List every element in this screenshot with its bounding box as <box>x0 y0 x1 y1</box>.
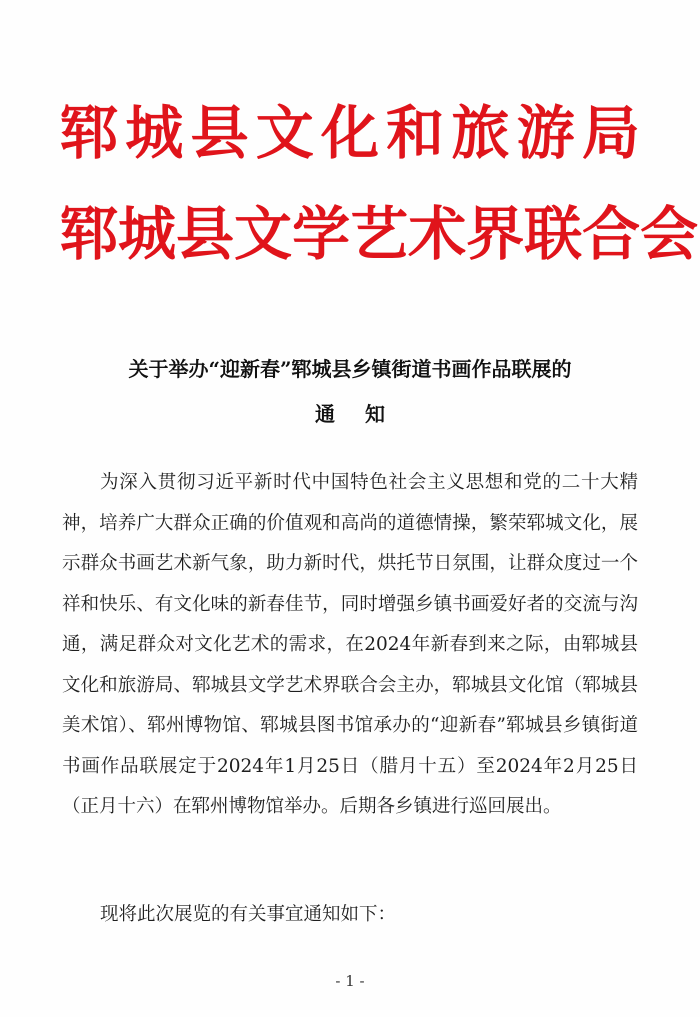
notice-title-line-1: 关于举办“迎新春”郓城县乡镇街道书画作品联展的 <box>128 357 572 381</box>
notice-body-paragraph: 为深入贯彻习近平新时代中国特色社会主义思想和党的二十大精神，培养广大群众正确的价值观和高尚的道德情操，繁荣郓城文化，展示群众书画艺术新气象，助力新时代，烘托节日氛围，让群众度过一个祥和快乐、有文化味的新春佳节，同时增强乡镇书画爱好者的交流与沟通，满足群众对文化艺术的需求，在2024年新春到来之际，由郓城县文化和旅游局、郓城县文学艺术界联合会主办，郓城县文化馆（郓城县美术馆）、郓州博物馆、郓城县图书馆承办的“迎新春”郓城县乡镇街道书画作品联展定于2024年1月25日（腊月十五）至2024年2月25日（正月十六）在郓州博物馆举办。后期各乡镇进行巡回展出。 <box>62 472 638 817</box>
letterhead-line-2: 郓 城 县 文 学 艺 术 界 联 合 会 <box>60 200 699 268</box>
page-number: - 1 - <box>335 972 365 990</box>
letterhead-line-1: 郓 城 县 文 化 和 旅 游 局 <box>60 99 640 167</box>
notice-title-line-2: 通知 <box>315 402 415 426</box>
notice-intro-line: 现将此次展览的有关事宜通知如下： <box>100 904 397 925</box>
